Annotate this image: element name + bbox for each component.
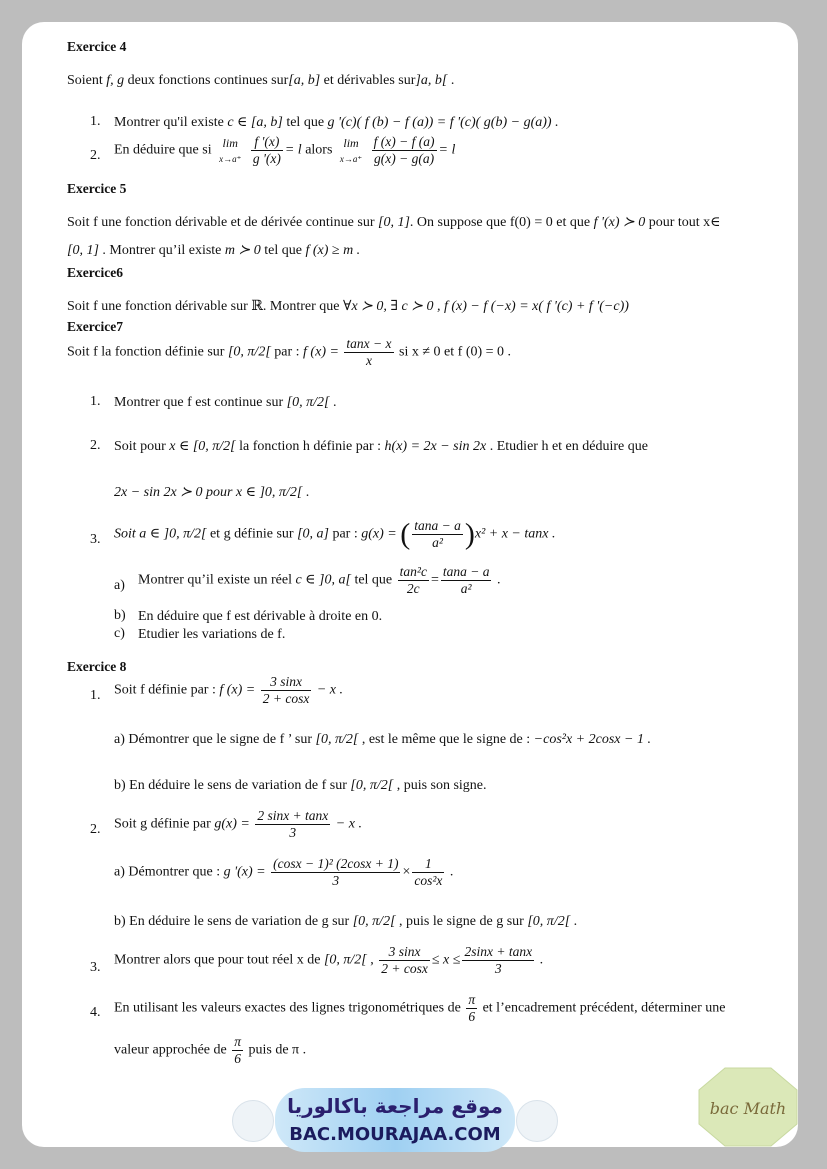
ex8-q4-frac-top: π	[468, 992, 476, 1007]
ex6-title: Exercice6	[67, 265, 123, 280]
ex8-q1a-int: [0, π/2[	[315, 732, 359, 747]
ex8-q1-frac-bot: 2 + cosx	[262, 691, 310, 706]
ex8-q2b	[114, 913, 577, 931]
ex8-q2a-frac2	[412, 856, 444, 889]
ex7-qa-frac1-bot: 2c	[406, 581, 420, 596]
ex8-q1b-a: b) En déduire le sens de variation de f sur	[114, 778, 351, 793]
ex7-q3-frac	[412, 518, 463, 551]
ex8-q2-num: 2.	[90, 822, 101, 837]
ex8-q2a-frac1	[271, 856, 400, 889]
logo-text: bac Math	[709, 1099, 787, 1118]
ex7-qa	[138, 564, 500, 608]
ex7-intro-int: [0, π/2[	[227, 344, 271, 360]
ex8-title: Exercice 8	[67, 659, 127, 674]
ex8-q4-frac	[466, 992, 477, 1025]
ex4-intro-c: et dérivables sur	[320, 73, 416, 88]
ex5-l2-int: [0, 1]	[67, 243, 99, 258]
ex4-title: Exercice 4	[67, 39, 127, 54]
ex8-q4-line2	[114, 1034, 306, 1074]
ex7-q3-c: par :	[328, 526, 362, 542]
ex7-q1-int: [0, π/2[	[286, 395, 330, 410]
ex7-q2-num: 2.	[90, 438, 101, 453]
ex7-qa-int: c ∈ ]0, a[	[295, 572, 351, 588]
ex4-intro-fg: f, g	[106, 73, 125, 88]
ex7-q3-paren-close: )	[464, 517, 475, 551]
ex7-q3	[114, 518, 555, 562]
ex4-q1-num: 1.	[90, 114, 101, 129]
ex7-qa-frac1-top: tan²c	[399, 564, 427, 579]
ex8-q1-frac	[261, 674, 312, 707]
ex5-l2-math2: f (x) ≥ m .	[305, 243, 361, 258]
ex4-q1-a: Montrer qu'il existe	[114, 115, 228, 130]
ex4-q2-lim-sub: x→a⁺	[219, 153, 242, 164]
ex8-q4-frac2-bot: 6	[234, 1051, 241, 1066]
ex8-q2b-c: .	[570, 914, 578, 929]
left-badge-icon	[232, 1100, 274, 1142]
ex7-qa-c: .	[493, 572, 501, 588]
ex8-q1-num: 1.	[90, 688, 101, 703]
bac-math-logo-icon	[697, 1066, 799, 1148]
ex7-q3-num: 3.	[90, 532, 101, 547]
ex5-title: Exercice 5	[67, 181, 127, 196]
ex8-q3-c: ≤ x ≤	[431, 952, 461, 968]
ex7-q3-paren-open: (	[400, 517, 411, 551]
ex8-q2a-times: ×	[402, 864, 411, 880]
ex5-l2-b: tel que	[260, 243, 306, 258]
ex7-q3-gx: g(x) =	[361, 526, 397, 542]
ex5-l2-math1: m ≻ 0	[224, 243, 261, 258]
ex8-q1-frac-top: 3 sinx	[261, 674, 312, 691]
ex4-q2-eq2: = l	[438, 142, 456, 158]
ex8-q2b-int: [0, π/2[	[352, 914, 396, 929]
ex6-l1-a: Soit f une fonction dérivable sur ℝ. Montrer que	[67, 299, 344, 314]
ex4-intro-d: .	[447, 73, 455, 88]
ex8-q2a-frac2-bot: cos²x	[414, 873, 443, 888]
ex8-q3-frac1-bot: 2 + cosx	[381, 961, 428, 976]
ex7-q3-frac-top: tana − a	[414, 518, 461, 533]
ex7-q2-math: h(x) = 2x − sin 2x	[384, 439, 487, 454]
ex8-q1a-math: −cos²x + 2cosx − 1 .	[533, 732, 651, 747]
ex8-q1-b: − x .	[313, 682, 344, 698]
ex4-q2-eq1: = l	[284, 142, 302, 158]
ex8-q2a-b: .	[446, 864, 454, 880]
ex8-q1b-int: [0, π/2[	[350, 778, 394, 793]
ex7-q2-c: . Etudier h et en déduire que	[486, 439, 648, 454]
ex7-title: Exercice7	[67, 319, 123, 334]
ex7-q3-int: ]0, π/2[	[163, 526, 207, 542]
ex7-qb-num: b)	[114, 608, 126, 623]
ex7-qa-a: Montrer qu’il existe un réel	[138, 572, 296, 588]
ex4-q2-num: 2.	[90, 148, 101, 163]
ex4-q2-frac1-bot: g '(x)	[252, 151, 281, 166]
ex7-q2-d: .	[302, 485, 310, 500]
ex4-q2-lim-word-2: lim	[343, 135, 359, 150]
ex7-q3-int2: [0, a]	[297, 526, 329, 542]
ex8-q4-num: 4.	[90, 1005, 101, 1020]
ex8-q3-frac2-top: 2sinx + tanx	[464, 944, 533, 959]
ex7-q3-a: Soit a ∈	[114, 526, 161, 542]
ex4-q2-frac1	[251, 134, 283, 167]
ex7-qa-frac2	[441, 564, 492, 597]
ex8-q2a-gx: g '(x) =	[223, 864, 266, 880]
ex7-qa-b: tel que	[350, 572, 393, 588]
ex8-q4-frac2-top: π	[234, 1034, 241, 1049]
ex8-q2a-frac2-top: 1	[412, 856, 444, 873]
ex4-intro	[67, 72, 454, 90]
ex8-q4-b: et l’encadrement précédent, déterminer une	[479, 1000, 726, 1016]
ex8-q4-frac2	[232, 1034, 243, 1067]
ex4-q2-frac2-top: f (x) − f (a)	[373, 134, 435, 149]
ex5-l2-a: . Montrer qu’il existe	[98, 243, 225, 258]
ex8-q4	[114, 992, 726, 1032]
ex5-line1	[67, 214, 721, 232]
ex4-q1-math2: g '(c)( f (b) − f (a)) = f '(c)( g(b) − g(a)) .	[327, 115, 559, 130]
ex5-line2	[67, 242, 360, 260]
ex4-q1-math1: c ∈ [a, b]	[227, 115, 283, 130]
ex5-l1-math: f '(x) ≻ 0	[593, 215, 646, 230]
ex4-q2-lim-word: lim	[222, 135, 238, 150]
ex4-q2-lim1	[217, 135, 243, 167]
ex4-q1-b: tel que	[282, 115, 328, 130]
ex8-q2-frac	[255, 808, 330, 841]
ex4-q2-a: En déduire que si	[114, 142, 212, 158]
ex5-l1-a: Soit f une fonction dérivable et de dérivée continue sur	[67, 215, 379, 230]
ex8-q3-num: 3.	[90, 960, 101, 975]
ex8-q3-a: Montrer alors que pour tout réel x de	[114, 952, 324, 968]
ex7-q2-x: x ∈	[169, 439, 190, 454]
ex7-intro-frac-bot: x	[365, 353, 372, 368]
ex5-l1-c: pour tout x∈	[645, 215, 721, 230]
ex8-q1	[114, 674, 343, 718]
ex4-q2	[114, 134, 455, 178]
ex7-qa-eq: =	[430, 572, 439, 588]
ex7-qa-num: a)	[114, 578, 125, 593]
ex6-l1-math: ∀x ≻ 0, ∃ c ≻ 0 , f (x) − f (−x) = x( f '(c) + f '(−c))	[343, 299, 629, 314]
ex8-q2-frac-top: 2 sinx + tanx	[257, 808, 329, 823]
ex7-intro	[67, 336, 511, 376]
ex8-q1a	[114, 731, 651, 749]
ex8-q1a-b: , est le même que le signe de :	[358, 732, 534, 747]
ex8-q2a-a: a) Démontrer que :	[114, 864, 224, 880]
ex8-q2b-b: , puis le signe de g sur	[395, 914, 528, 929]
ex7-q3-frac-bot: a²	[432, 535, 443, 550]
ex8-q2a-frac1-bot: 3	[332, 873, 340, 888]
ex7-qa-frac1	[398, 564, 429, 597]
ex8-q3-frac1	[379, 944, 430, 977]
footer-url[interactable]: BAC.MOURAJAA.COM	[289, 1124, 501, 1145]
ex8-q3-b: ,	[366, 952, 374, 968]
ex8-q3-d: .	[536, 952, 544, 968]
ex7-q1	[114, 394, 336, 412]
ex4-intro-int1: [a, b]	[288, 73, 321, 88]
ex5-l1-b: . On suppose que f(0) = 0 et que	[409, 215, 594, 230]
ex4-q2-frac2-bot: g(x) − g(a)	[374, 151, 435, 166]
ex4-q2-lim2	[338, 135, 364, 167]
ex8-q2	[114, 808, 362, 852]
ex7-qc-num: c)	[114, 626, 125, 641]
ex7-q2-int2: ]0, π/2[	[259, 485, 303, 500]
ex7-qb-text: En déduire que f est dérivable à droite en 0.	[138, 609, 383, 624]
ex8-q3-int: [0, π/2[	[323, 952, 367, 968]
ex8-q4-frac-bot: 6	[468, 1009, 476, 1024]
ex7-q2-int: [0, π/2[	[192, 439, 236, 454]
ex4-intro-int2: ]a, b[	[415, 73, 448, 88]
ex7-intro-frac	[344, 336, 393, 369]
ex7-q2-l2: 2x − sin 2x ≻ 0 pour x ∈	[114, 485, 256, 500]
ex8-q1-fx: f (x) =	[219, 682, 256, 698]
ex8-q1-a: Soit f définie par :	[114, 682, 220, 698]
footer-arabic-title: موقع مراجعة باكالوريا	[287, 1094, 503, 1118]
ex8-q4-l2a: valeur approchée de	[114, 1042, 231, 1058]
ex7-qc-text: Etudier les variations de f.	[138, 627, 286, 642]
ex4-q2-frac2	[372, 134, 437, 167]
ex8-q4-l2b: puis de π .	[244, 1042, 307, 1058]
ex4-intro-a: Soient	[67, 73, 107, 88]
ex7-q3-b: et g définie sur	[206, 526, 298, 542]
ex8-q2b-int2: [0, π/2[	[527, 914, 571, 929]
ex7-intro-b: par :	[270, 344, 304, 360]
ex4-intro-b: deux fonctions continues sur	[124, 73, 289, 88]
ex8-q3-frac2-bot: 3	[494, 961, 502, 976]
ex7-q1-num: 1.	[90, 394, 101, 409]
ex4-q2-frac1-top: f '(x)	[251, 134, 283, 151]
ex8-q1b-b: , puis son signe.	[393, 778, 487, 793]
ex8-q1a-a: a) Démontrer que le signe de f ’ sur	[114, 732, 316, 747]
ex7-q1-b: .	[329, 395, 337, 410]
ex8-q3-frac1-top: 3 sinx	[379, 944, 430, 961]
ex4-q2-lim-sub-2: x→a⁺	[339, 153, 363, 164]
ex8-q2-frac-bot: 3	[289, 825, 297, 840]
ex8-q3-frac2	[462, 944, 534, 977]
ex6-line1	[67, 298, 629, 316]
ex8-q3	[114, 944, 543, 990]
ex8-q2a	[114, 856, 453, 902]
ex5-l1-int: [0, 1]	[378, 215, 410, 230]
ex8-q2-a: Soit g définie par	[114, 816, 215, 832]
ex8-q2b-a: b) En déduire le sens de variation de g sur	[114, 914, 353, 929]
ex8-q1b	[114, 777, 487, 795]
ex8-q2-gx: g(x) =	[214, 816, 250, 832]
ex7-intro-fx: f (x) =	[303, 344, 339, 360]
ex4-q2-b: alors	[301, 142, 333, 158]
ex8-q4-a: En utilisant les valeurs exactes des lignes trigonométriques de	[114, 1000, 465, 1016]
ex7-qa-frac2-top: tana − a	[442, 564, 490, 579]
ex7-q2-line2	[114, 484, 309, 502]
ex7-q2	[114, 438, 648, 456]
ex7-intro-a: Soit f la fonction définie sur	[67, 344, 228, 360]
ex8-q2-b: − x .	[332, 816, 362, 832]
right-badge-icon	[516, 1100, 558, 1142]
ex8-q2a-frac1-top: (cosx − 1)² (2cosx + 1)	[273, 856, 399, 871]
ex7-intro-frac-top: tanx − x	[346, 336, 392, 351]
ex7-q3-d: x² + x − tanx .	[474, 526, 556, 542]
ex7-q1-a: Montrer que f est continue sur	[114, 395, 287, 410]
ex4-q1	[114, 114, 559, 132]
ex7-q2-b: la fonction h définie par :	[235, 439, 385, 454]
ex7-intro-c: si x ≠ 0 et f (0) = 0 .	[395, 344, 512, 360]
ex7-q2-a: Soit pour	[114, 439, 170, 454]
ex7-qa-frac2-bot: a²	[460, 581, 472, 596]
